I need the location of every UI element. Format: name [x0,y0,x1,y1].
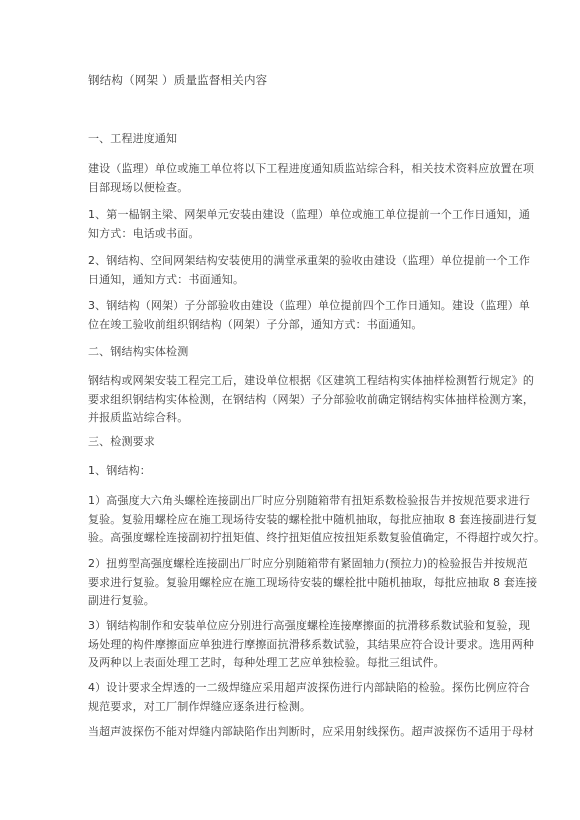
text-line: 并报质监站综合科。 [88,411,189,424]
text-line: 钢结构或网架安装工程完工后，建设单位根据《区建筑工程结构实体抽样检测暂行规定》的 [88,374,534,387]
paragraph-requirement-2 [88,555,538,611]
text-line: 3、钢结构（网架）子分部验收由建设（监理）单位提前四个工作日通知。建设（监理）单 [88,299,530,312]
text-line: 及两种以上表面处理工艺时，每种处理工艺应单独检验。每批三组试件。 [88,656,445,669]
text-line: 要求组织钢结构实体检测，在钢结构（网架）子分部验收前确定钢结构实体抽样检测方案， [88,392,534,406]
text-line: 3）钢结构制作和安装单位应分别进行高强度螺栓连接摩擦面的抗滑移系数试验和复验，现 [88,619,530,632]
section-heading-entity-testing [88,343,512,362]
paragraph-notice-item-3 [88,297,530,334]
paragraph-notice-intro [88,160,534,197]
paragraph-ultrasonic-note [88,723,534,742]
text-line: 知方式：电话或书面。 [88,226,200,240]
section-heading-progress-notice [88,130,512,149]
section-heading-testing-requirements [88,433,512,452]
paragraph-notice-item-2 [88,252,530,289]
paragraph-requirement-1 [88,492,546,548]
text-line: 复验。复验用螺栓应在施工现场待安装的螺栓批中随机抽取，每批应抽取 8 套连接副进行复 [88,512,538,526]
paragraph-steel-structure-label [88,462,512,481]
paragraph-requirement-3 [88,617,534,673]
paragraph-entity-testing [88,372,534,428]
text-line: 1）高强度大六角头螺栓连接副出厂时应分别随箱带有扭矩系数检验报告并按规范要求进行 [88,494,530,507]
text-line: 建设（监理）单位或施工单位将以下工程进度通知质监站综合科，相关技术资料应放置在项 [88,162,534,175]
text-line: 2）扭剪型高强度螺栓连接副出厂时应分别随箱带有紧固轴力(预拉力)的检验报告并按规范 [88,557,528,570]
paragraph-requirement-4 [88,679,530,716]
text-line: 1、第一榀钢主梁、网架单元安装由建设（监理）单位或施工单位提前一个工作日通知，通 [88,208,530,221]
text-line: 副进行复验。 [88,594,155,607]
heading-text: 三、检测要求 [88,435,155,448]
heading-text: 一、工程进度通知 [88,132,178,145]
text-line: 规范要求，对工厂制作焊缝应逐条进行检测。 [88,699,311,713]
text-line: 要求进行复验。复验用螺栓应在施工现场待安装的螺栓批中随机抽取，每批应抽取 8 套连接 [88,575,538,589]
text-line: 位在竣工验收前组织钢结构（网架）子分部，通知方式：书面通知。 [88,317,423,331]
text-line: 日通知，通知方式：书面通知。 [88,272,245,286]
text-line: 场处理的构件摩擦面应单独进行摩擦面抗滑移系数试验，其结果应符合设计要求。选用两种 [88,637,534,651]
paragraph-notice-item-1 [88,206,530,243]
text-line: 4）设计要求全焊透的一二级焊缝应采用超声波探伤进行内部缺陷的检验。探伤比例应符合 [88,681,530,694]
text-line: 目部现场以便检查。 [88,180,189,194]
document-title: 钢结构（网架 ）质量监督相关内容 [88,73,268,87]
text-line: 当超声波探伤不能对焊缝内部缺陷作出判断时，应采用射线探伤。超声波探伤不适用于母材 [88,725,534,738]
text-line: 验。高强度螺栓连接副初拧扭矩值、终拧扭矩值应按扭矩系数复验值确定，不得超拧或欠拧。 [88,531,546,544]
text-line: 1、钢结构： [88,464,151,477]
heading-text: 二、钢结构实体检测 [88,345,189,358]
text-line: 2、钢结构、空间网架结构安装使用的满堂承重架的验收由建设（监理）单位提前一个工作 [88,254,530,267]
